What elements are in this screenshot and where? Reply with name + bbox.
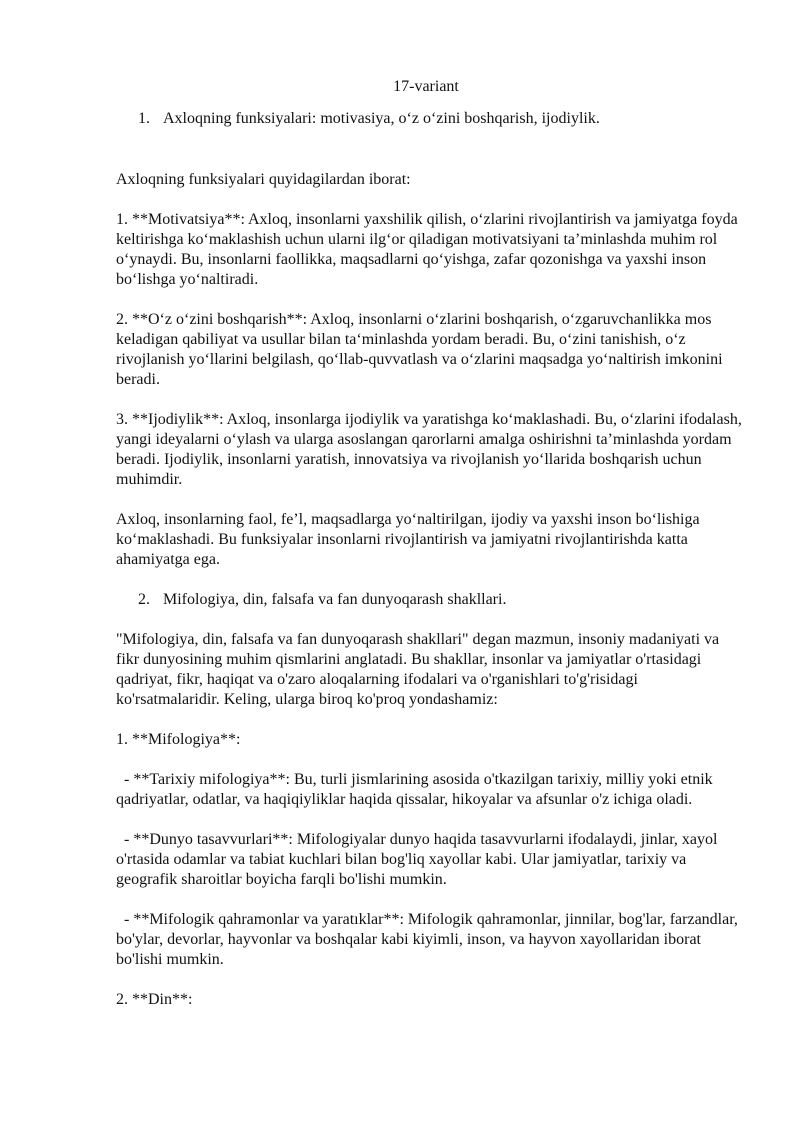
spacer bbox=[116, 810, 744, 830]
spacer bbox=[116, 190, 744, 210]
spacer bbox=[116, 970, 744, 990]
spacer bbox=[116, 570, 744, 590]
question-1-heading bbox=[116, 109, 744, 129]
mif-item-dunyo: - **Dunyo tasavvurlari**: Mifologiyalar dunyo haqida tasavvurlarni ifodalaydi, jinlar, xayol o'rtasida odamlar va tabiat kuchlari bilan bog'liq xayollar kabi. Ular jamiyatlar, tarixiy va geografik sharoitlar boyicha farqli bo'lishi mumkin. bbox=[116, 831, 722, 888]
question-1-number: 1. bbox=[138, 110, 150, 127]
spacer bbox=[116, 750, 744, 770]
mif-item-qahramonlar: - **Mifologik qahramonlar va yaratıklar**: Mifologik qahramonlar, jinnilar, bog'lar, farzandlar, bo'ylar, devorlar, hayvonlar va boshqalar kabi kiyimli, inson, va hayvon xayollaridan iborat bo'lishi mumkin. bbox=[116, 911, 742, 968]
question-2-number: 2. bbox=[138, 591, 150, 608]
q1-item-ijodiylik: 3. **Ijodiylik**: Axloq, insonlarga ijodiylik va yaratishga ko‘maklashadi. Bu, o‘zlarini ifodalash, yangi ideyalarni o‘ylash va ularga asoslangan qarorlarni amalga oshirishni ta’minlashda yordam beradi. Ijodiylik, insonlarni yaratish, innovatsiya va rivojlanish yo‘llarida boshqarish uchun muhimdir. bbox=[116, 411, 746, 488]
q1-conclusion-paragraph: Axloq, insonlarning faol, fe’l, maqsadlarga yo‘naltirilgan, ijodiy va yaxshi inson bo‘lishiga ko‘maklashadi. Bu funksiyalar insonlarni rivojlantirish va jamiyatni rivojlantirishda katta ahamiyatga ega. bbox=[116, 511, 704, 568]
q1-item-boshqarish: 2. **O‘z o‘zini boshqarish**: Axloq, insonlarni o‘zlarini boshqarish, o‘zgaruvchanlikka mos keladigan qabiliyat va usullar bilan ta‘minlashda yordam beradi. Bu, o‘zini tanishish, o‘z rivojlanish yo‘llarini belgilash, qo‘llab-quvvatlash va o‘zlarini maqsadga yo‘naltirish imkonini beradi. bbox=[116, 311, 727, 388]
q2-intro-paragraph: "Mifologiya, din, falsafa va fan dunyoqarash shakllari" degan mazmun, insoniy madaniyati va fikr dunyosining muhim qismlarini anglatadi. Bu shakllar, insonlar va jamiyatlar o'rtasidagi qadriyat, fikr, haqiqat va o'zaro aloqalarning ifodalari va o'rganishlari to'g'risidagi ko'rsatmalaridir. Keling, ularga biroq ko'proq yondashamiz: bbox=[116, 631, 724, 708]
mifologiya-heading: 1. **Mifologiya**: bbox=[116, 731, 241, 748]
spacer bbox=[116, 390, 744, 410]
q1-item-motivatsiya: 1. **Motivatsiya**: Axloq, insonlarni yaxshilik qilish, o‘zlarini rivojlantirish va jamiyatga foyda keltirishga ko‘maklashish uchun ularni ilg‘or qiladigan motivatsiyani ta’minlashda muhim rol o‘ynaydi. Bu, insonlarni faollikka, maqsadlarni qo‘yishga, zafar qozonishga va yaxshi inson bo‘lishga yo‘naltiradi. bbox=[116, 211, 742, 288]
variant-title: 17-variant bbox=[393, 78, 459, 95]
document-body bbox=[116, 109, 744, 1010]
spacer bbox=[116, 610, 744, 630]
spacer bbox=[116, 290, 744, 310]
spacer bbox=[116, 890, 744, 910]
question-2-heading bbox=[116, 590, 744, 610]
q1-intro-paragraph: Axloqning funksiyalari quyidagilardan iborat: bbox=[116, 171, 411, 188]
question-2-text: Mifologiya, din, falsafa va fan dunyoqarash shakllari. bbox=[163, 591, 507, 608]
mif-item-tarixiy: - **Tarixiy mifologiya**: Bu, turli jismlarining asosida o'tkazilgan tarixiy, milliy yoki etnik qadriyatlar, odatlar, va haqiqiyliklar haqida qissalar, hikoyalar va afsunlar o'z ichiga oladi. bbox=[116, 771, 717, 808]
spacer bbox=[116, 129, 744, 170]
spacer bbox=[116, 710, 744, 730]
question-1-text: Axloqning funksiyalari: motivasiya, o‘z o‘zini boshqarish, ijodiylik. bbox=[163, 110, 600, 127]
spacer bbox=[116, 490, 744, 510]
din-heading: 2. **Din**: bbox=[116, 991, 193, 1008]
